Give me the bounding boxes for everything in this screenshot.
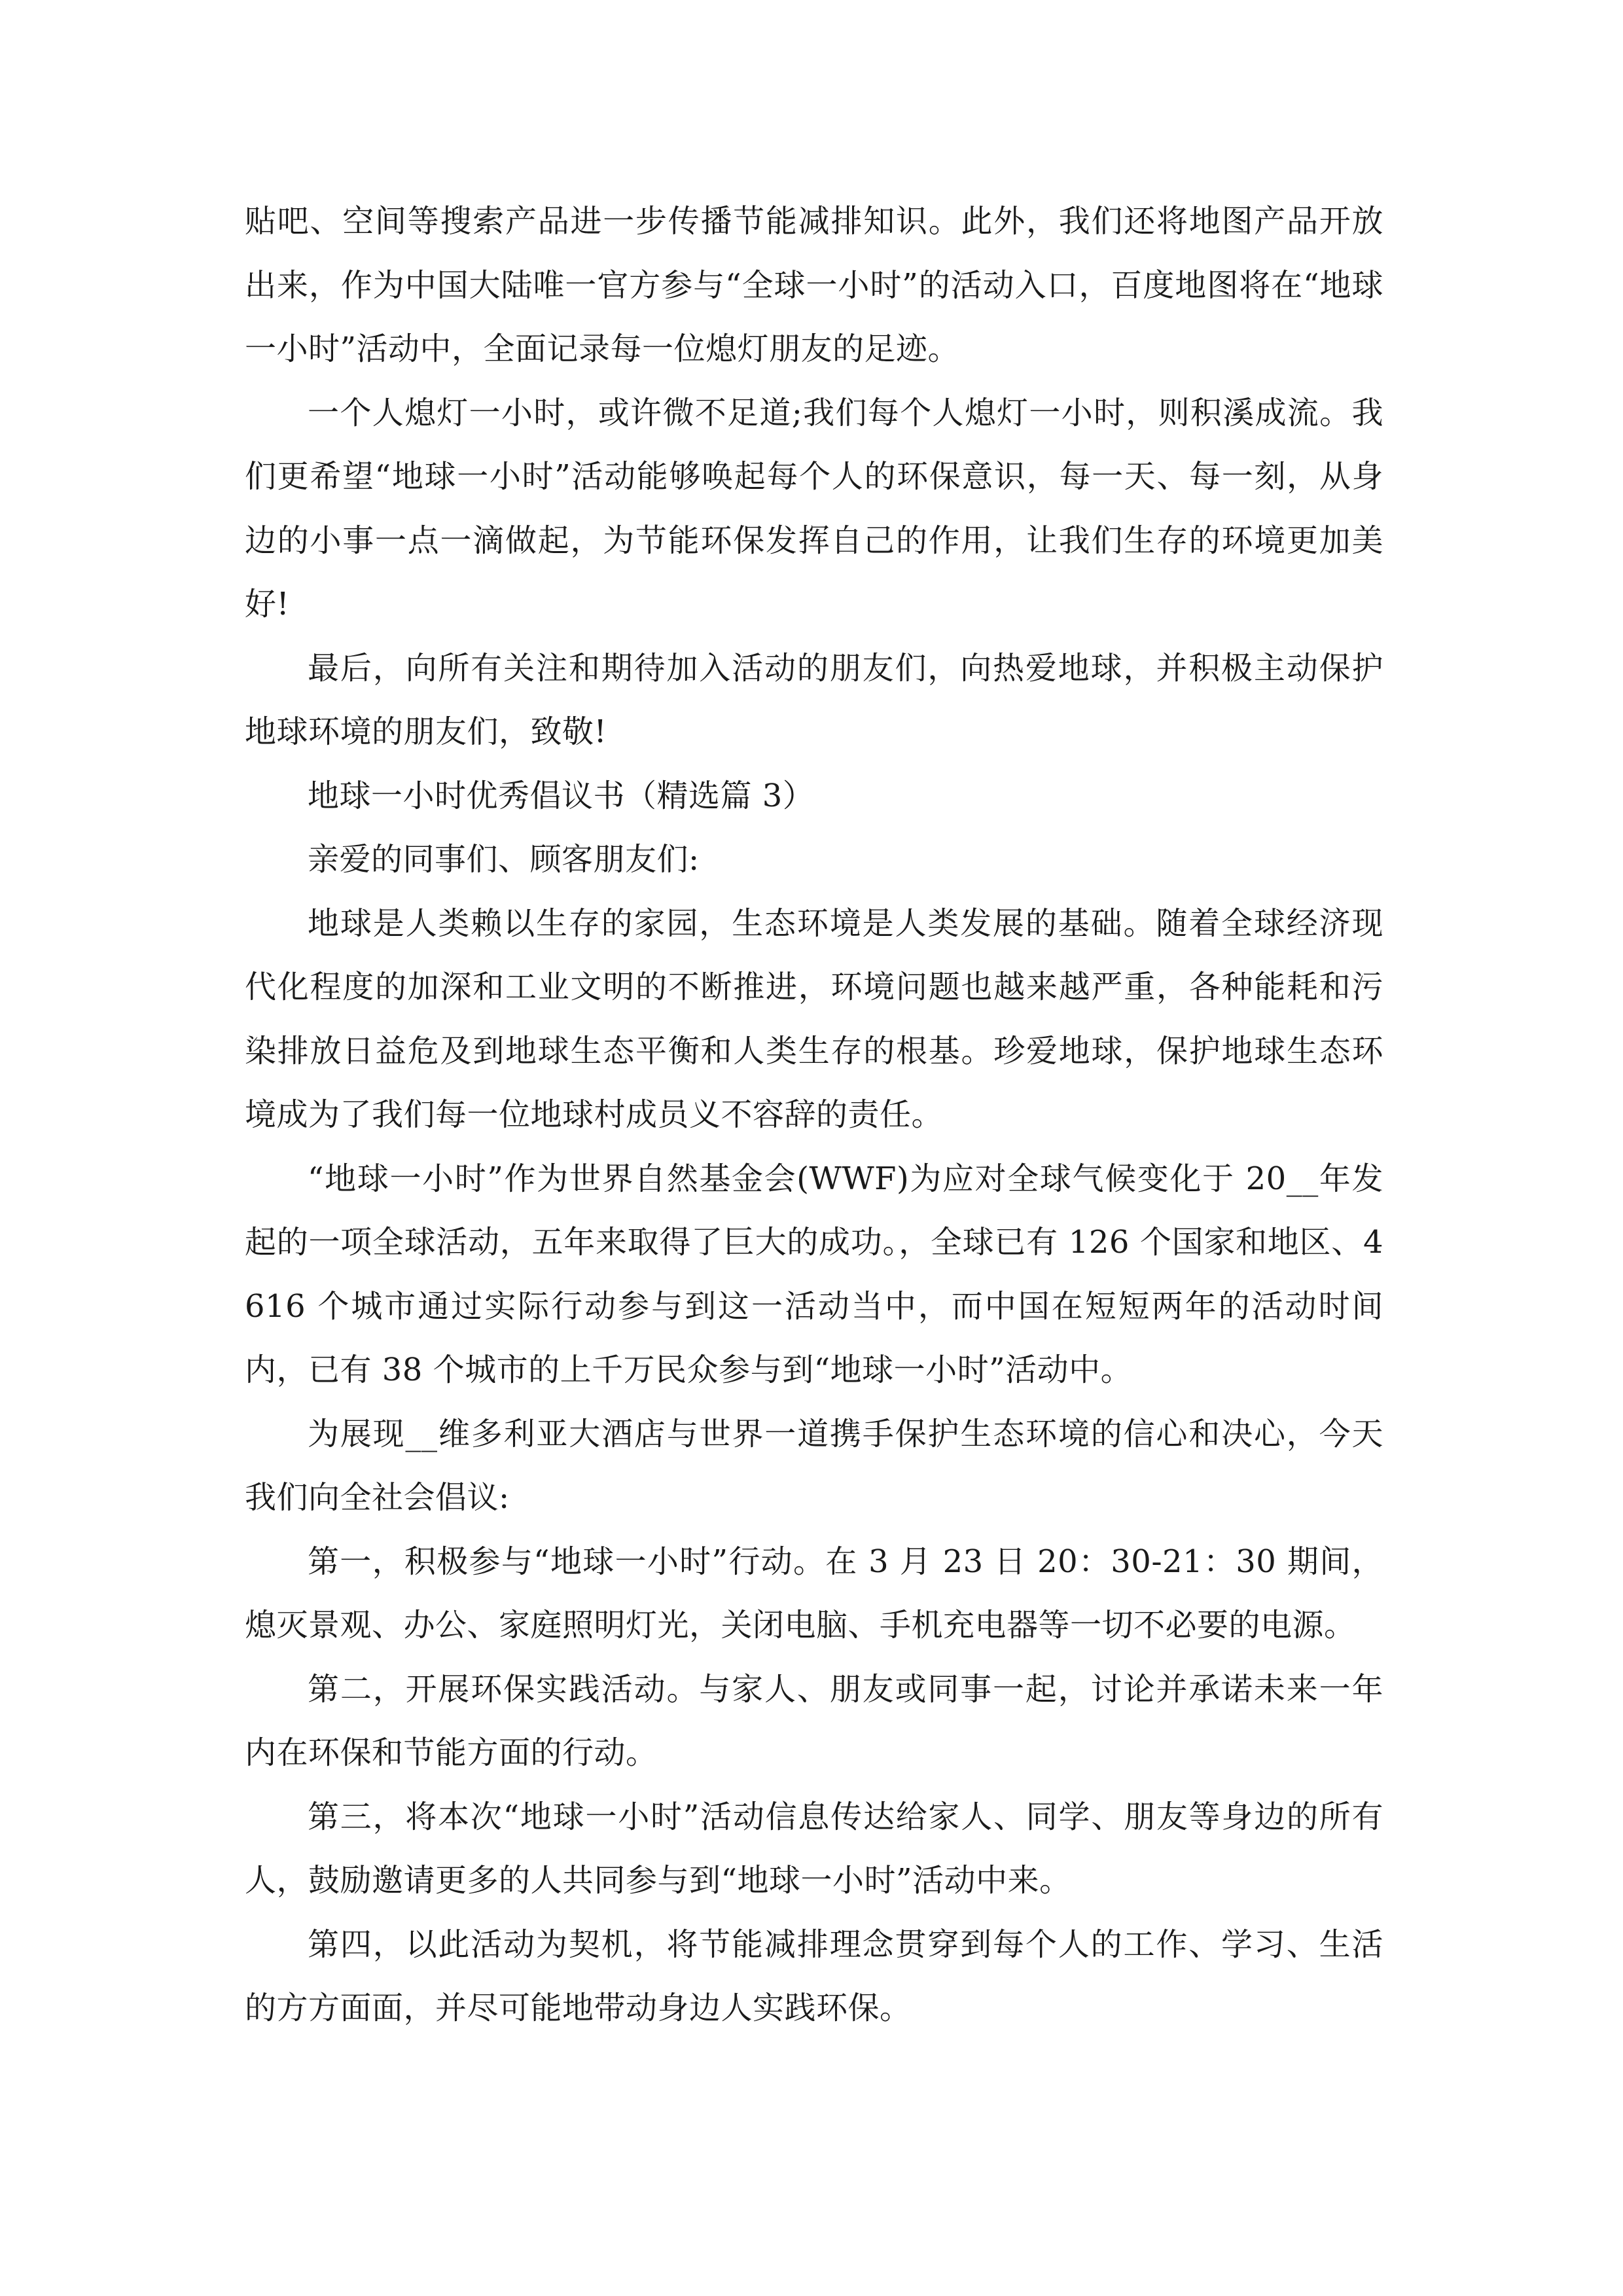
proposal-2: 第二，开展环保实践活动。与家人、朋友或同事一起，讨论并承诺未来一年内在环保和节能方面的行动。 — [245, 1670, 1383, 1771]
paragraph-8: 为展现__维多利亚大酒店与世界一道携手保护生态环境的信心和决心，今天我们向全社会倡议: — [245, 1415, 1383, 1516]
document-body — [245, 190, 1383, 2041]
paragraph-6: 地球是人类赖以生存的家园，生态环境是人类发展的基础。随着全球经济现代化程度的加深和工业文明的不断推进，环境问题也越来越严重，各种能耗和污染排放日益危及到地球生态平衡和人类生存的根基。珍爱地球，保护地球生态环境成为了我们每一位地球村成员义不容辞的责任。 — [245, 905, 1383, 1133]
paragraph-2: 一个人熄灯一小时，或许微不足道;我们每个人熄灯一小时，则积溪成流。我们更希望“地球一小时”活动能够唤起每个人的环保意识，每一天、每一刻，从身边的小事一点一滴做起，为节能环保发挥自己的作用，让我们生存的环境更加美好! — [245, 394, 1383, 622]
salutation: 亲爱的同事们、顾客朋友们: — [308, 841, 700, 878]
paragraph-3: 最后，向所有关注和期待加入活动的朋友们，向热爱地球，并积极主动保护地球环境的朋友们，致敬! — [245, 649, 1383, 750]
section-heading: 地球一小时优秀倡议书（精选篇 3） — [308, 777, 815, 814]
paragraph-7: “地球一小时”作为世界自然基金会(WWF)为应对全球气候变化于 20__年发起的一项全球活动，五年来取得了巨大的成功。，全球已有 126 个国家和地区、4616 个城市通过实际行动参与到这一活动当中，而中国在短短两年的活动时间内，已有 38 个城市的上千万民众参与到“地球一小时”活动中。 — [245, 1160, 1383, 1388]
proposal-3: 第三，将本次“地球一小时”活动信息传达给家人、同学、朋友等身边的所有人，鼓励邀请更多的人共同参与到“地球一小时”活动中来。 — [245, 1798, 1383, 1899]
proposal-4: 第四，以此活动为契机，将节能减排理念贯穿到每个人的工作、学习、生活的方方面面，并尽可能地带动身边人实践环保。 — [245, 1926, 1383, 2026]
paragraph-1: 贴吧、空间等搜索产品进一步传播节能减排知识。此外，我们还将地图产品开放出来，作为中国大陆唯一官方参与“全球一小时”的活动入口，百度地图将在“地球一小时”活动中，全面记录每一位熄灯朋友的足迹。 — [245, 203, 1383, 367]
proposal-1: 第一，积极参与“地球一小时”行动。在 3 月 23 日 20：30-21：30 期间，熄灭景观、办公、家庭照明灯光，关闭电脑、手机充电器等一切不必要的电源。 — [245, 1543, 1383, 1643]
